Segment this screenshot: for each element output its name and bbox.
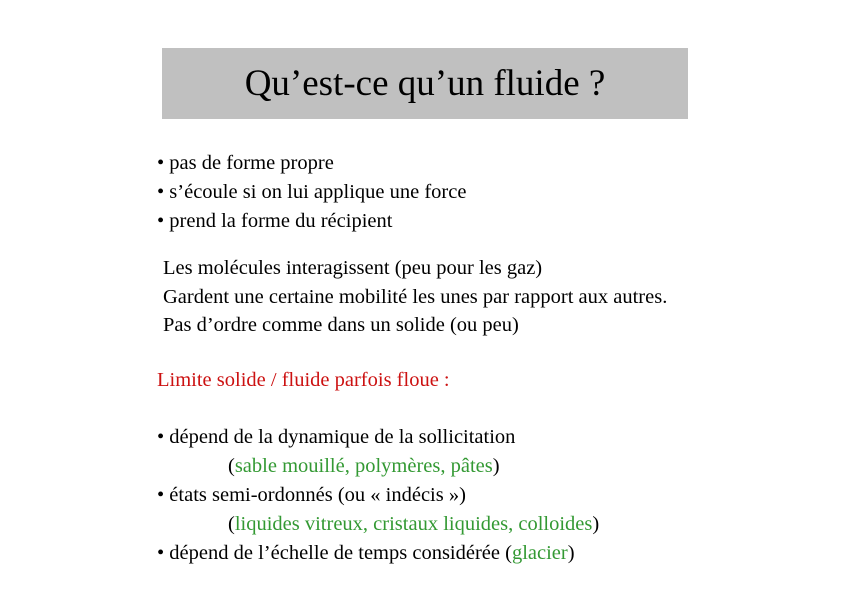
- bullet-item: • s’écoule si on lui applique une force: [157, 181, 467, 203]
- paren: (: [228, 513, 235, 535]
- example-text: glacier: [511, 542, 568, 564]
- limit-example: [228, 454, 500, 478]
- limit-heading: Limite solide / fluide parfois floue :: [157, 369, 450, 391]
- paren: ): [492, 455, 500, 477]
- example-text: liquides vitreux, cristaux liquides, colloides: [234, 513, 593, 535]
- property-line: Les molécules interagissent (peu pour les gaz): [163, 257, 543, 279]
- property-line: Gardent une certaine mobilité les unes par rapport aux autres.: [163, 286, 668, 308]
- bullet-item: • prend la forme du récipient: [157, 210, 393, 232]
- paren: ): [592, 513, 600, 535]
- paren: ): [567, 542, 575, 564]
- limit-item: • états semi-ordonnés (ou « indécis »): [157, 484, 466, 506]
- bullet-item: • pas de forme propre: [157, 152, 334, 174]
- title-box: [162, 48, 688, 119]
- limit-item: [157, 541, 575, 565]
- slide-title: Qu’est-ce qu’un fluide ?: [244, 63, 606, 104]
- example-text: sable mouillé, polymères, pâtes: [234, 455, 493, 477]
- item-text: • dépend de l’échelle de temps considérée (: [157, 542, 512, 564]
- limit-item: • dépend de la dynamique de la sollicitation: [157, 426, 516, 448]
- property-line: Pas d’ordre comme dans un solide (ou peu): [163, 314, 519, 336]
- limit-example: [228, 512, 599, 536]
- paren: (: [228, 455, 235, 477]
